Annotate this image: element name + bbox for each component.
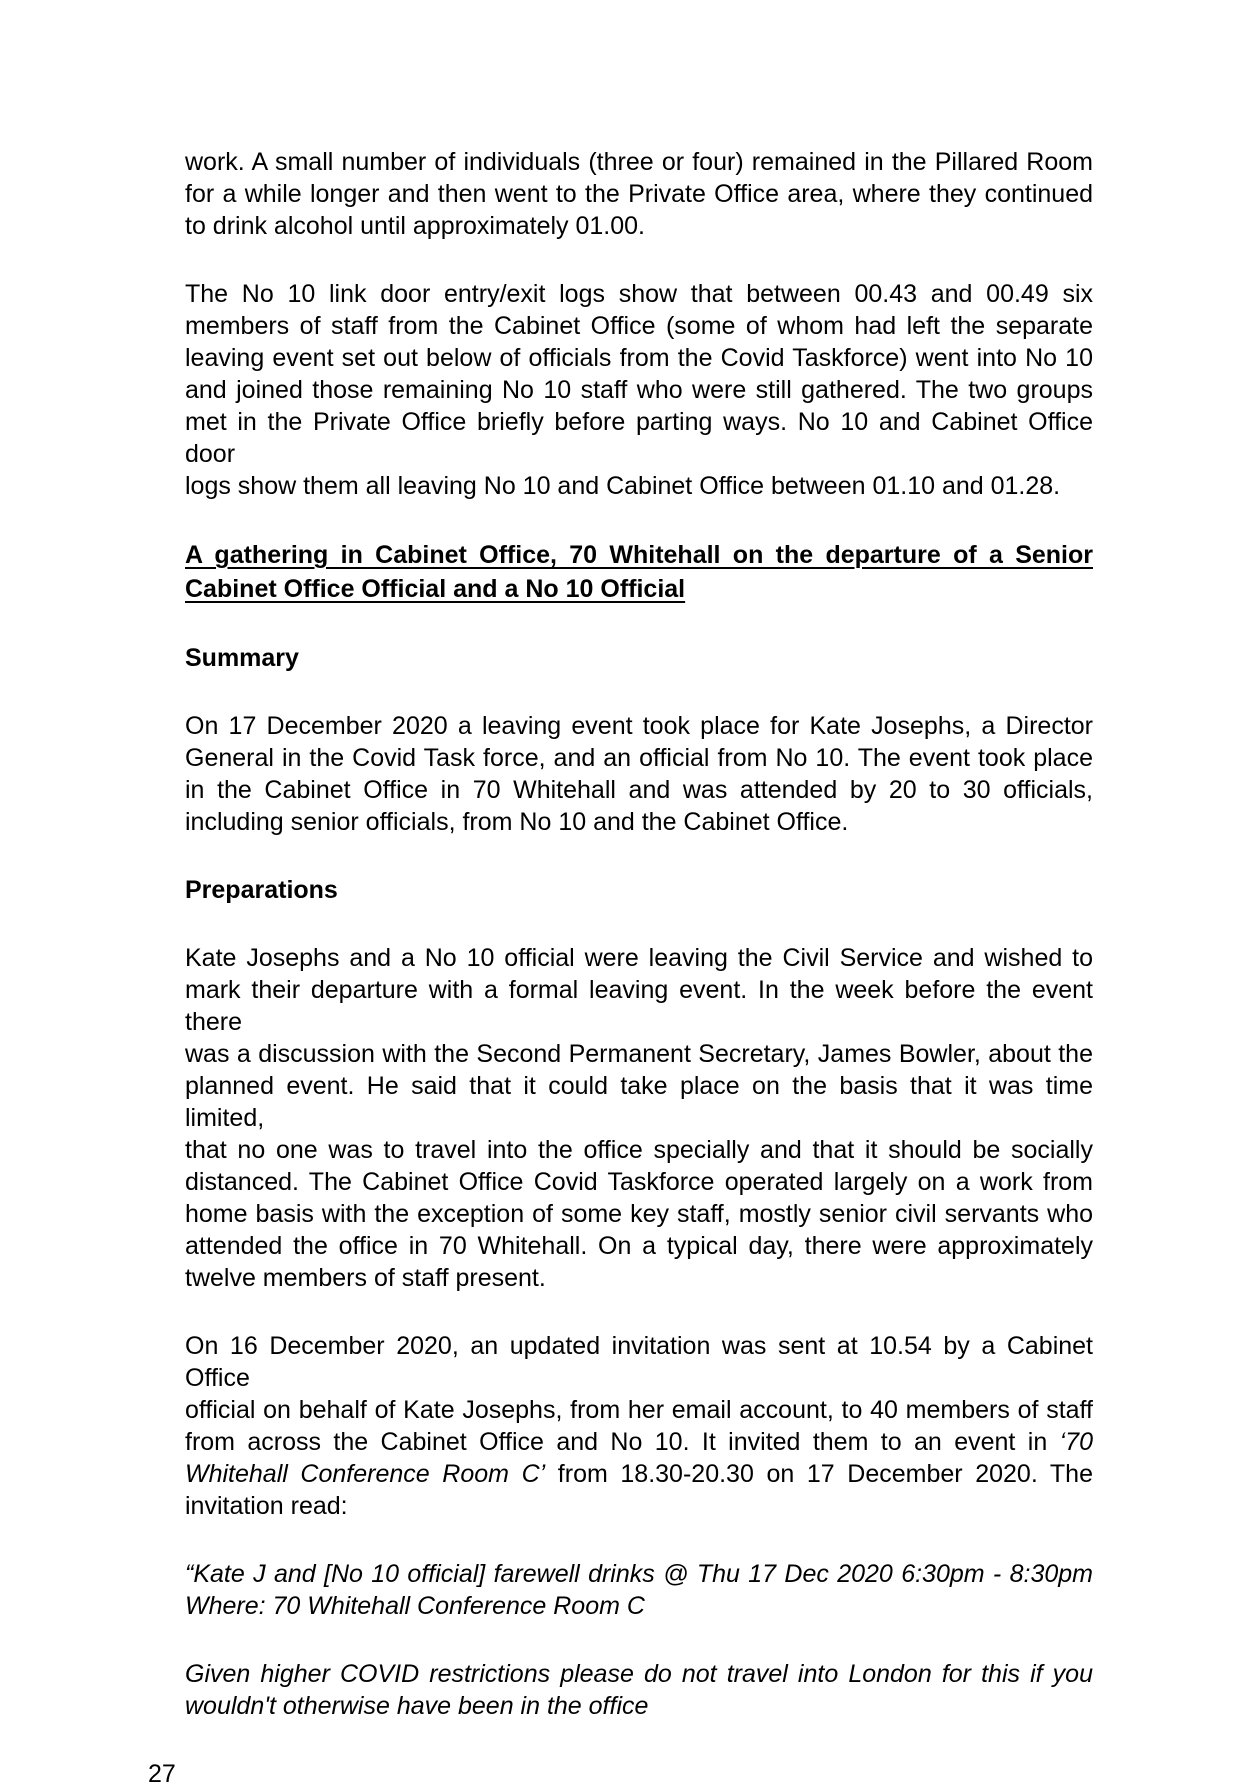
subsection-heading-preparations <box>185 874 1093 906</box>
paragraph-line: to drink alcohol until approximately 01.00. <box>185 212 645 240</box>
paragraph-line: including senior officials, from No 10 and the Cabinet Office. <box>185 808 849 836</box>
subsection-heading-line: Preparations <box>185 876 338 904</box>
paragraph <box>185 710 1093 838</box>
text-segment-italic: ‘70 <box>1059 1428 1093 1456</box>
paragraph-line: On 17 December 2020 a leaving event took place for Kate Josephs, a Director <box>185 712 1093 740</box>
paragraph-line: official on behalf of Kate Josephs, from her email account, to 40 members of staff <box>185 1396 1093 1424</box>
text-segment: from 18.30-20.30 on 17 December 2020. The <box>545 1460 1093 1488</box>
paragraph-line: distanced. The Cabinet Office Covid Taskforce operated largely on a work from <box>185 1168 1093 1196</box>
page-number: 27 <box>148 1760 176 1788</box>
paragraph-line: The No 10 link door entry/exit logs show that between 00.43 and 00.49 six <box>185 280 1093 308</box>
paragraph <box>185 942 1093 1294</box>
paragraph-line: logs show them all leaving No 10 and Cabinet Office between 01.10 and 01.28. <box>185 472 1061 500</box>
quote-line: “Kate J and [No 10 official] farewell drinks @ Thu 17 Dec 2020 6:30pm - 8:30pm <box>185 1560 1093 1588</box>
paragraph-line: Kate Josephs and a No 10 official were leaving the Civil Service and wished to <box>185 944 1093 972</box>
subsection-heading-line: Summary <box>185 644 299 672</box>
section-heading <box>185 538 1093 606</box>
paragraph-line: was a discussion with the Second Permanent Secretary, James Bowler, about the <box>185 1040 1093 1068</box>
paragraph-line: in the Cabinet Office in 70 Whitehall and was attended by 20 to 30 officials, <box>185 776 1093 804</box>
text-segment: from across the Cabinet Office and No 10. It invited them to an event in <box>185 1428 1060 1456</box>
paragraph-line: planned event. He said that it could take place on the basis that it was time limited, <box>185 1072 1093 1132</box>
quoted-invitation <box>185 1658 1093 1722</box>
paragraph-line: met in the Private Office briefly before parting ways. No 10 and Cabinet Office door <box>185 408 1093 468</box>
text-segment-italic: Whitehall Conference Room C’ <box>185 1460 546 1488</box>
quote-line: Where: 70 Whitehall Conference Room C <box>185 1592 645 1620</box>
page-footer <box>148 1758 1093 1790</box>
quoted-invitation <box>185 1558 1093 1622</box>
subsection-heading-summary <box>185 642 1093 674</box>
paragraph-line: for a while longer and then went to the Private Office area, where they continued <box>185 180 1093 208</box>
paragraph <box>185 146 1093 242</box>
paragraph-line: that no one was to travel into the office specially and that it should be socially <box>185 1136 1093 1164</box>
paragraph-line: leaving event set out below of officials from the Covid Taskforce) went into No 10 <box>185 344 1093 372</box>
paragraph-line: members of staff from the Cabinet Office (some of whom had left the separate <box>185 312 1093 340</box>
paragraph-line: attended the office in 70 Whitehall. On a typical day, there were approximately <box>185 1232 1093 1260</box>
quote-line: wouldn't otherwise have been in the office <box>185 1692 649 1720</box>
paragraph-line <box>185 1458 1093 1490</box>
underlined-text: Cabinet Office Official and a No 10 Official <box>185 575 686 603</box>
paragraph-line: and joined those remaining No 10 staff who were still gathered. The two groups <box>185 376 1093 404</box>
document-body <box>148 146 1093 1790</box>
paragraph <box>185 278 1093 502</box>
section-heading-line <box>185 572 1093 606</box>
paragraph <box>185 1330 1093 1522</box>
paragraph-line: home basis with the exception of some key staff, mostly senior civil servants who <box>185 1200 1093 1228</box>
quote-line: Given higher COVID restrictions please do not travel into London for this if you <box>185 1660 1093 1688</box>
section-heading-line <box>185 538 1093 572</box>
paragraph-line: twelve members of staff present. <box>185 1264 546 1292</box>
paragraph-line: invitation read: <box>185 1492 348 1520</box>
paragraph-line <box>185 1426 1093 1458</box>
underlined-text: A gathering in Cabinet Office, 70 Whitehall on the departure of a Senior <box>185 541 1093 569</box>
paragraph-line: mark their departure with a formal leaving event. In the week before the event there <box>185 976 1093 1036</box>
paragraph-line: work. A small number of individuals (three or four) remained in the Pillared Room <box>185 148 1093 176</box>
paragraph-line: On 16 December 2020, an updated invitation was sent at 10.54 by a Cabinet Office <box>185 1332 1093 1392</box>
paragraph-line: General in the Covid Task force, and an official from No 10. The event took place <box>185 744 1093 772</box>
